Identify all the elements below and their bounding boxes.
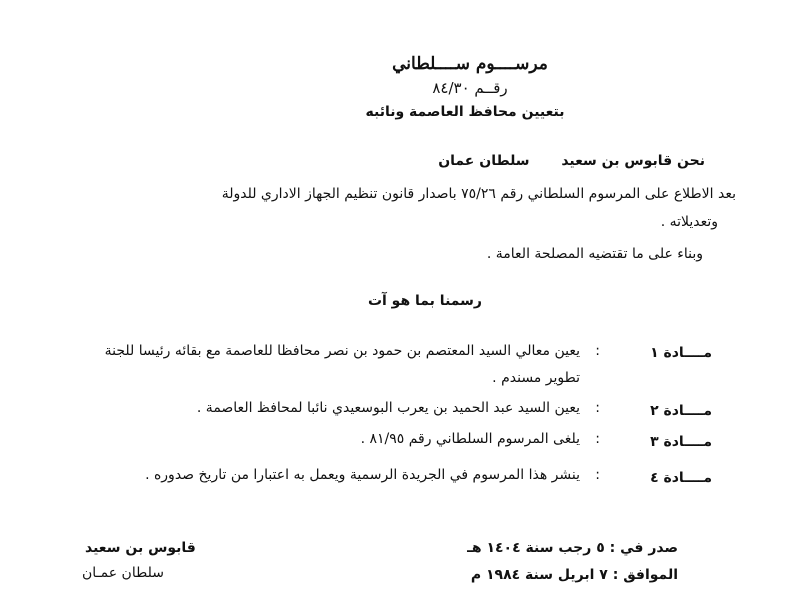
recital-public-interest: وبناء على ما تقتضيه المصلحة العامة .	[486, 246, 703, 262]
decree-phrase: رسمنا بما هو آت	[367, 293, 482, 309]
article-4-text: ينشر هذا المرسوم في الجريدة الرسمية ويعمل به اعتبارا من تاريخ صدوره .	[145, 467, 580, 483]
issuer-name: نحن قابوس بن سعيد	[561, 153, 705, 169]
issued-date-gregorian: الموافق : ٧ ابريل سنة ١٩٨٤ م	[470, 567, 678, 583]
article-4-label: مــــادة ٤	[650, 470, 712, 486]
recital-line-1: بعد الاطلاع على المرسوم السلطاني رقم ٧٥/٢٦ باصدار قانون تنظيم الجهاز الاداري للدولة	[221, 186, 736, 202]
article-2-text: يعين السيد عبد الحميد بن يعرب البوسعيدي نائبا لمحافظ العاصمة .	[196, 400, 580, 416]
article-3-label: مــــادة ٣	[650, 434, 712, 450]
article-2-separator: :	[595, 400, 600, 416]
issuer-title: سلطان عمان	[438, 153, 530, 169]
issued-date-hijri: صدر في : ٥ رجب سنة ١٤٠٤ هـ	[467, 540, 678, 556]
article-2-label: مــــادة ٢	[650, 403, 712, 419]
article-1-text-cont: تطوير مسندم .	[492, 370, 580, 386]
article-1-text: يعين معالي السيد المعتصم بن حمود بن نصر محافظا للعاصمة مع بقائه رئيسا للجنة	[104, 343, 580, 359]
article-1-separator: :	[595, 343, 600, 359]
decree-subject: بتعيين محافظ العاصمة ونائبه	[365, 104, 565, 120]
article-1-label: مــــادة ١	[650, 345, 712, 361]
article-4-separator: :	[595, 467, 600, 483]
decree-title: مرســــوم ســــلطاني	[392, 54, 548, 74]
recital-line-2: وتعديلاته .	[660, 214, 718, 230]
signatory-name: قابوس بن سعيد	[85, 540, 196, 556]
decree-number: رقــم ٨٤/٣٠	[432, 79, 508, 97]
issuer-line	[438, 153, 705, 169]
signatory-title: سلطان عمـان	[82, 565, 164, 581]
article-3-separator: :	[595, 431, 600, 447]
article-3-text: يلغى المرسوم السلطاني رقم ٨١/٩٥ .	[360, 431, 580, 447]
